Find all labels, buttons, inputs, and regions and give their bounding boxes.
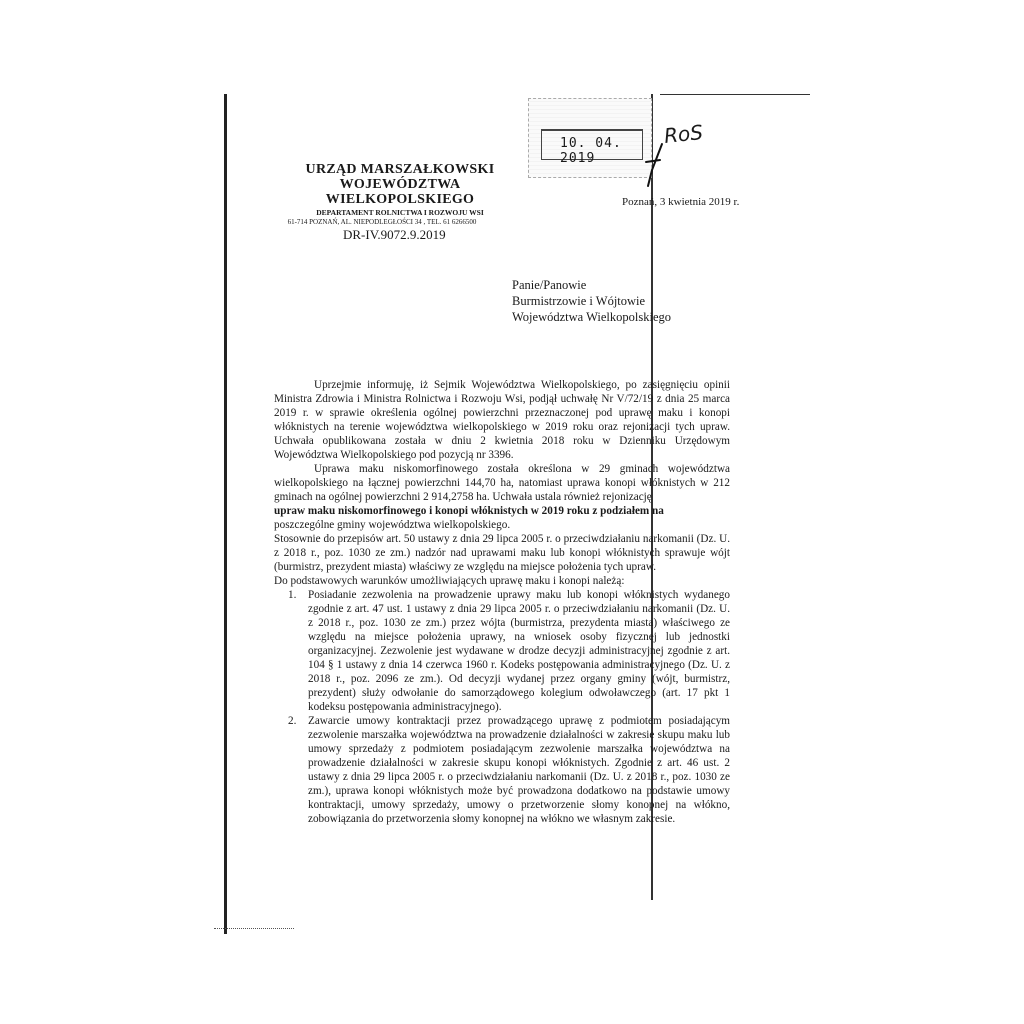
list-item bbox=[274, 714, 730, 826]
list-item-text: Posiadanie zezwolenia na prowadzenie uprawy maku lub konopi włóknistych wydanego zgodnie z art. 47 ust. 1 ustawy z dnia 29 lipca 2005 r. o przeciwdziałaniu narkomanii (Dz. U. z 2018 r., poz. 1030 ze zm.) przez wójta (burmistrza, prezydenta miasta) właściwego ze względu na miejsce położenia uprawy, na wniosek osoby fizycznej lub jednostki organizacyjnej. Zezwolenie jest wydawane w drodze decyzji administracyjnej zgodnie z art. 104 § 1 ustawy z dnia 14 czerwca 1960 r. Kodeks postępowania administracyjnego (Dz. U. z 2018 r., poz. 2096 ze zm.). Od decyzji wydanej przez organy gminy (wójt, burmistrz, prezydent) służy odwołanie do samorządowego kolegium odwoławczego (art. 17 pkt 1 kodeksu postępowania administracyjnego). bbox=[308, 589, 730, 713]
list-item-number: 2. bbox=[288, 715, 297, 727]
stamp-date: 10. 04. 2019 bbox=[560, 136, 622, 166]
place-and-date: Poznań, 3 kwietnia 2019 r. bbox=[622, 196, 740, 208]
list-item bbox=[274, 588, 730, 714]
office-address: 61-714 POZNAŃ, AL. NIEPODLEGŁOŚCI 34 , TEL. 61 6266500 bbox=[287, 218, 477, 226]
paragraph-regionalization-end: poszczególne gminy województwa wielkopolskiego. bbox=[274, 519, 511, 531]
recipient-line2: Burmistrzowie i Wójtowie bbox=[512, 294, 646, 308]
paragraph-resolution: Uprzejmie informuję, iż Sejmik Województwa Wielkopolskiego, po zasięgnięciu opinii Ministra Zdrowia i Ministra Rolnictwa i Rozwoju Wsi, podjął uchwałę Nr V/72/19 z dnia 25 marca 2019 r. w sprawie określenia ogólnej powierzchni przeznaczonej pod uprawę maku i konopi włóknistych na terenie województwa wielkopolskiego w 2019 roku oraz rejonizacji tych upraw. Uchwała opublikowana została w dniu 2 kwietnia 2018 roku w Dzienniku Urzędowym Województwa Wielkopolskiego pod pozycją nr 3396. bbox=[274, 379, 730, 461]
list-item-number: 1. bbox=[288, 589, 297, 601]
reference-number: DR-IV.9072.9.2019 bbox=[343, 227, 446, 242]
paragraph-cultivation-area: Uprawa maku niskomorfinowego została określona w 29 gminach województwa wielkopolskiego na łącznej powierzchni 144,70 ha, natomiast uprawa konopi włóknistych w 212 gminach na ogólnej powierzchni 2 914,2758 ha. Uchwała ustala również rejonizację bbox=[274, 463, 730, 503]
signature-mark bbox=[640, 140, 670, 190]
paragraph-conditions-intro: Do podstawowych warunków umożliwiających uprawę maku i konopi należą: bbox=[274, 575, 625, 587]
recipient-line1: Panie/Panowie bbox=[512, 278, 587, 292]
paragraph-supervision: Stosownie do przepisów art. 50 ustawy z dnia 29 lipca 2005 r. o przeciwdziałaniu narkomanii (Dz. U. z 2018 r., poz. 1030 ze zm.) nadzór nad uprawami maku lub konopi włóknistych sprawuje wójt (burmistrz, prezydent miasta) właściwy ze względu na miejsce położenia tych upraw. bbox=[274, 533, 730, 573]
handwritten-initials: RoS bbox=[662, 120, 704, 148]
scan-edge-bottom bbox=[214, 928, 294, 930]
conditions-list bbox=[274, 588, 730, 826]
recipient-block bbox=[512, 277, 671, 325]
department-name: DEPARTAMENT ROLNICTWA I ROZWOJU WSI bbox=[316, 208, 484, 217]
letterhead bbox=[270, 162, 530, 226]
office-name-line1: URZĄD MARSZAŁKOWSKI bbox=[305, 162, 495, 177]
stamp-date-box bbox=[541, 129, 643, 166]
scan-edge-top bbox=[660, 94, 810, 95]
scan-edge-left bbox=[224, 94, 227, 934]
recipient-line3: Województwa Wielkopolskiego bbox=[512, 310, 671, 324]
received-stamp bbox=[528, 98, 652, 178]
office-name-line2: WOJEWÓDZTWA WIELKOPOLSKIEGO bbox=[325, 177, 475, 207]
paragraph-regionalization: upraw maku niskomorfinowego i konopi włóknistych w 2019 roku z podziałem na bbox=[274, 505, 664, 517]
letter-body bbox=[274, 378, 730, 826]
list-item-text: Zawarcie umowy kontraktacji przez prowadzącego uprawę z podmiotem posiadającym zezwolenie marszałka województwa na prowadzenie działalności w zakresie skupu maku lub umowy sprzedaży z podmiotem posiadającym zezwolenie marszałka województwa na prowadzenie działalności w zakresie skupu konopi włóknistych. Zgodnie z art. 46 ust. 2 ustawy z dnia 29 lipca 2005 r. o przeciwdziałaniu narkomanii (Dz. U. z 2018 r., poz. 1030 ze zm.), uprawa konopi włóknistych może być prowadzona dodatkowo na podstawie umowy kontraktacji, umowy sprzedaży, umowy o przetworzenie słomy konopnej na włókno, zobowiązania do przetworzenia słomy konopnej na włókno we własnym zakresie. bbox=[308, 715, 730, 825]
